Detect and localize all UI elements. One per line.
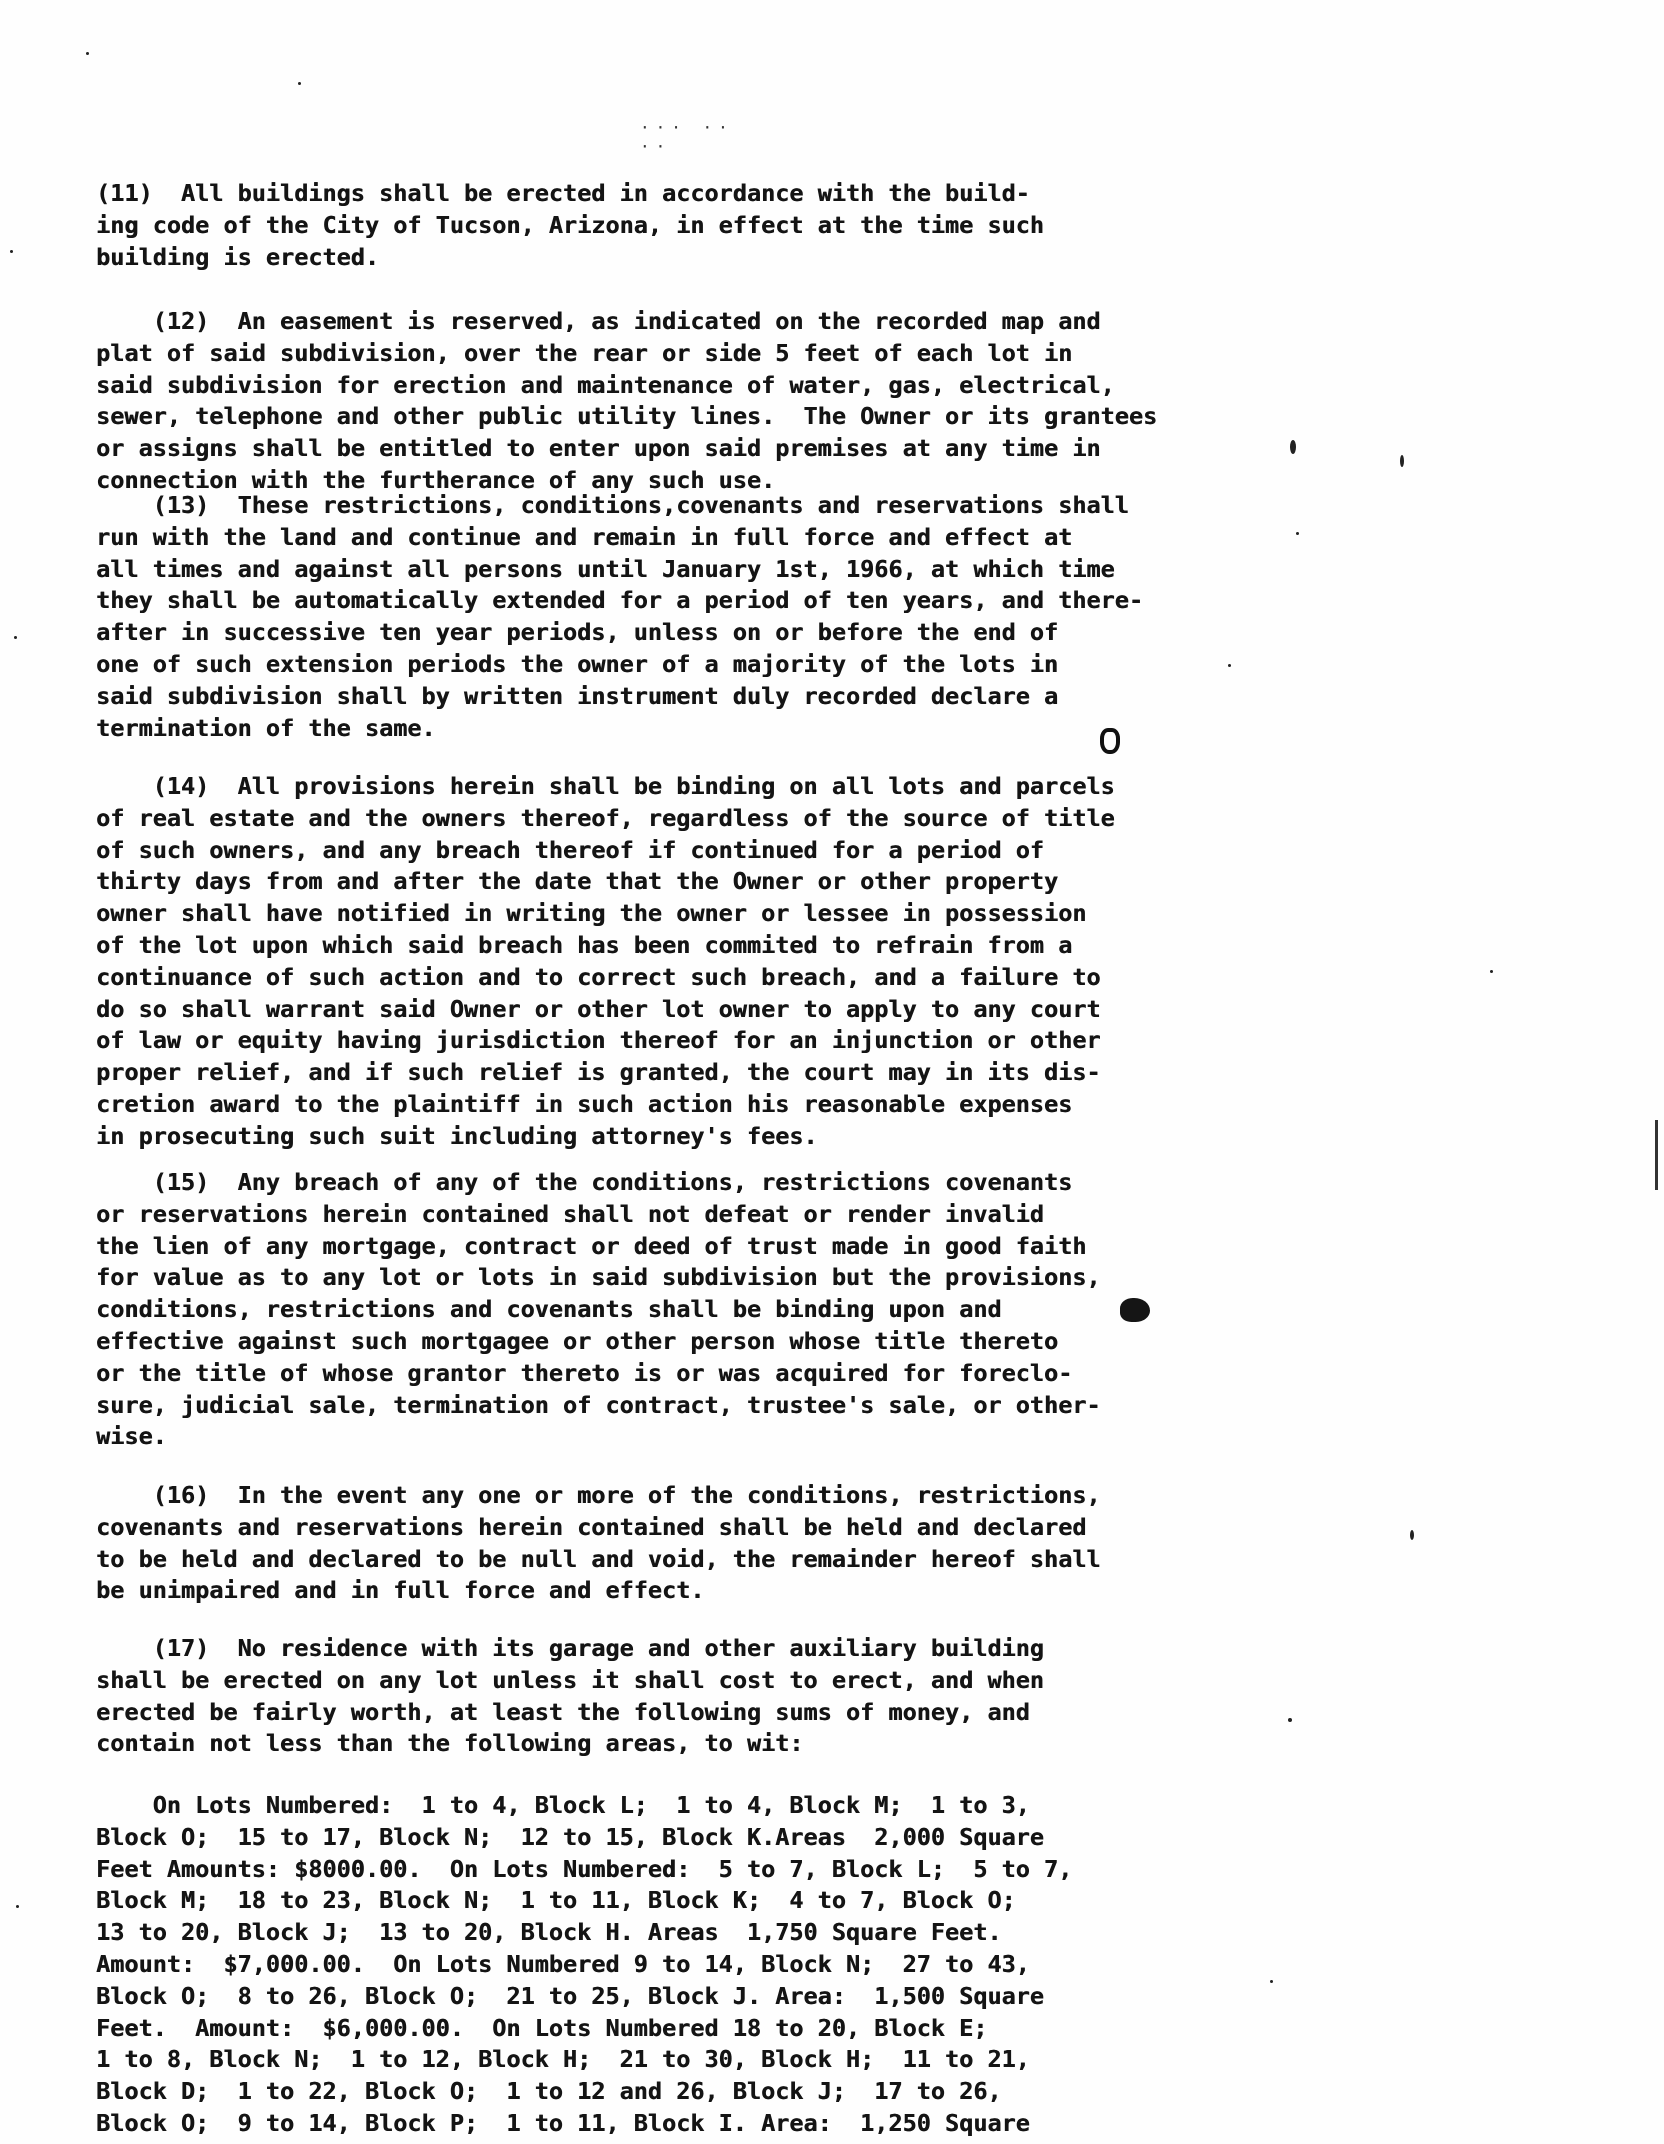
- scan-speck: [1270, 1980, 1273, 1983]
- paragraph-15: (15) Any breach of any of the conditions, restrictions covenants or reservations herein contained shall not defeat or render invalid the lien of any mortgage, contract or deed of trust made in good faith for value as to any lot or lots in said subdivision but the provisions, conditions, restrictions and covenants shall be binding upon and effective against such mortgagee or other person whose title thereto or the title of whose grantor thereto is or was acquired for foreclo- sure, judicial sale, termination of contract, trustee's sale, or other- wise.: [96, 1168, 1101, 1451]
- scan-speck: [1228, 664, 1231, 667]
- paragraph-17: (17) No residence with its garage and other auxiliary building shall be erected on any lot unless it shall cost to erect, and when erected be fairly worth, at least the following sums of money, and contain not less than the following areas, to wit:: [96, 1634, 1044, 1758]
- scan-speck: [10, 250, 13, 253]
- scan-speck: [1296, 532, 1299, 535]
- scan-speck: [1410, 1530, 1414, 1540]
- paragraph-12: (12) An easement is reserved, as indicated on the recorded map and plat of said subdivision, over the rear or side 5 feet of each lot in said subdivision for erection and maintenance of water, gas, electrical, sewer, telephone and other public utility lines. The Owner or its grantees or assigns shall be entitled to enter upon said premises at any time in connection with the furtherance of any such use.: [96, 307, 1158, 494]
- scan-speck: [16, 1905, 19, 1908]
- paragraph-16: (16) In the event any one or more of the conditions, restrictions, covenants and reservations herein contained shall be held and declared to be held and declared to be null and void, the remainder hereof shall be unimpaired and in full force and effect.: [96, 1481, 1101, 1605]
- paragraph-14: (14) All provisions herein shall be binding on all lots and parcels of real estate and the owners thereof, regardless of the source of title of such owners, and any breach thereof if continued for a period of thirty days from and after the date that the Owner or other property owner shall have notified in writing the owner or lessee in possession of the lot upon which said breach has been commited to refrain from a continuance of such action and to correct such breach, and a failure to do so shall warrant said Owner or other lot owner to apply to any court of law or equity having jurisdiction thereof for an injunction or other proper relief, and if such relief is granted, the court may in its dis- cretion award to the plaintiff in such action his reasonable expenses in prosecuting such suit including attorney's fees.: [96, 772, 1115, 1150]
- scan-speck: [14, 636, 17, 639]
- paragraph-17-schedule: On Lots Numbered: 1 to 4, Block L; 1 to 4, Block M; 1 to 3, Block O; 15 to 17, Block N; 12 to 15, Block K.Areas 2,000 Square Feet Amounts: $8000.00. On Lots Numbered: 5 to 7, Block L; 5 to 7, Block M; 18 to 23, Block N; 1 to 11, Block K; 4 to 7, Block O; 13 to 20, Block J; 13 to 20, Block H. Areas 1,750 Square Feet. Amount: $7,000.00. On Lots Numbered 9 to 14, Block N; 27 to 43, Block O; 8 to 26, Block O; 21 to 25, Block J. Area: 1,500 Square Feet. Amount: $6,000.00. On Lots Numbered 18 to 20, Block E; 1 to 8, Block N; 1 to 12, Block H; 21 to 30, Block H; 11 to 21, Block D; 1 to 22, Block O; 1 to 12 and 26, Block J; 17 to 26, Block O; 9 to 14, Block P; 1 to 11, Block I. Area: 1,250 Square: [96, 1791, 1073, 2137]
- paragraph-11: (11) All buildings shall be erected in accordance with the build- ing code of the City of Tucson, Arizona, in effect at the time such building is erected.: [96, 179, 1044, 271]
- paragraph-13: (13) These restrictions, conditions,covenants and reservations shall run with the land and continue and remain in full force and effect at all times and against all persons until January 1st, 1966, at which time they shall be automatically extended for a period of ten years, and there- after in successive ten year periods, unless on or before the end of one of such extension periods the owner of a majority of the lots in said subdivision shall by written instrument duly recorded declare a termination of the same.: [96, 491, 1143, 742]
- scan-speck: [1400, 455, 1404, 467]
- scan-speck: [1290, 440, 1296, 454]
- scan-marks: ··· ·· ··: [640, 118, 734, 156]
- ink-smudge-mark: [1120, 1298, 1150, 1322]
- ink-blot-mark: [1100, 728, 1120, 754]
- scan-speck: [1490, 970, 1493, 973]
- scan-speck: [86, 52, 89, 55]
- scan-scratch-mark: [1655, 1120, 1658, 1190]
- scan-speck: [1288, 1718, 1292, 1722]
- scan-speck: [298, 82, 301, 85]
